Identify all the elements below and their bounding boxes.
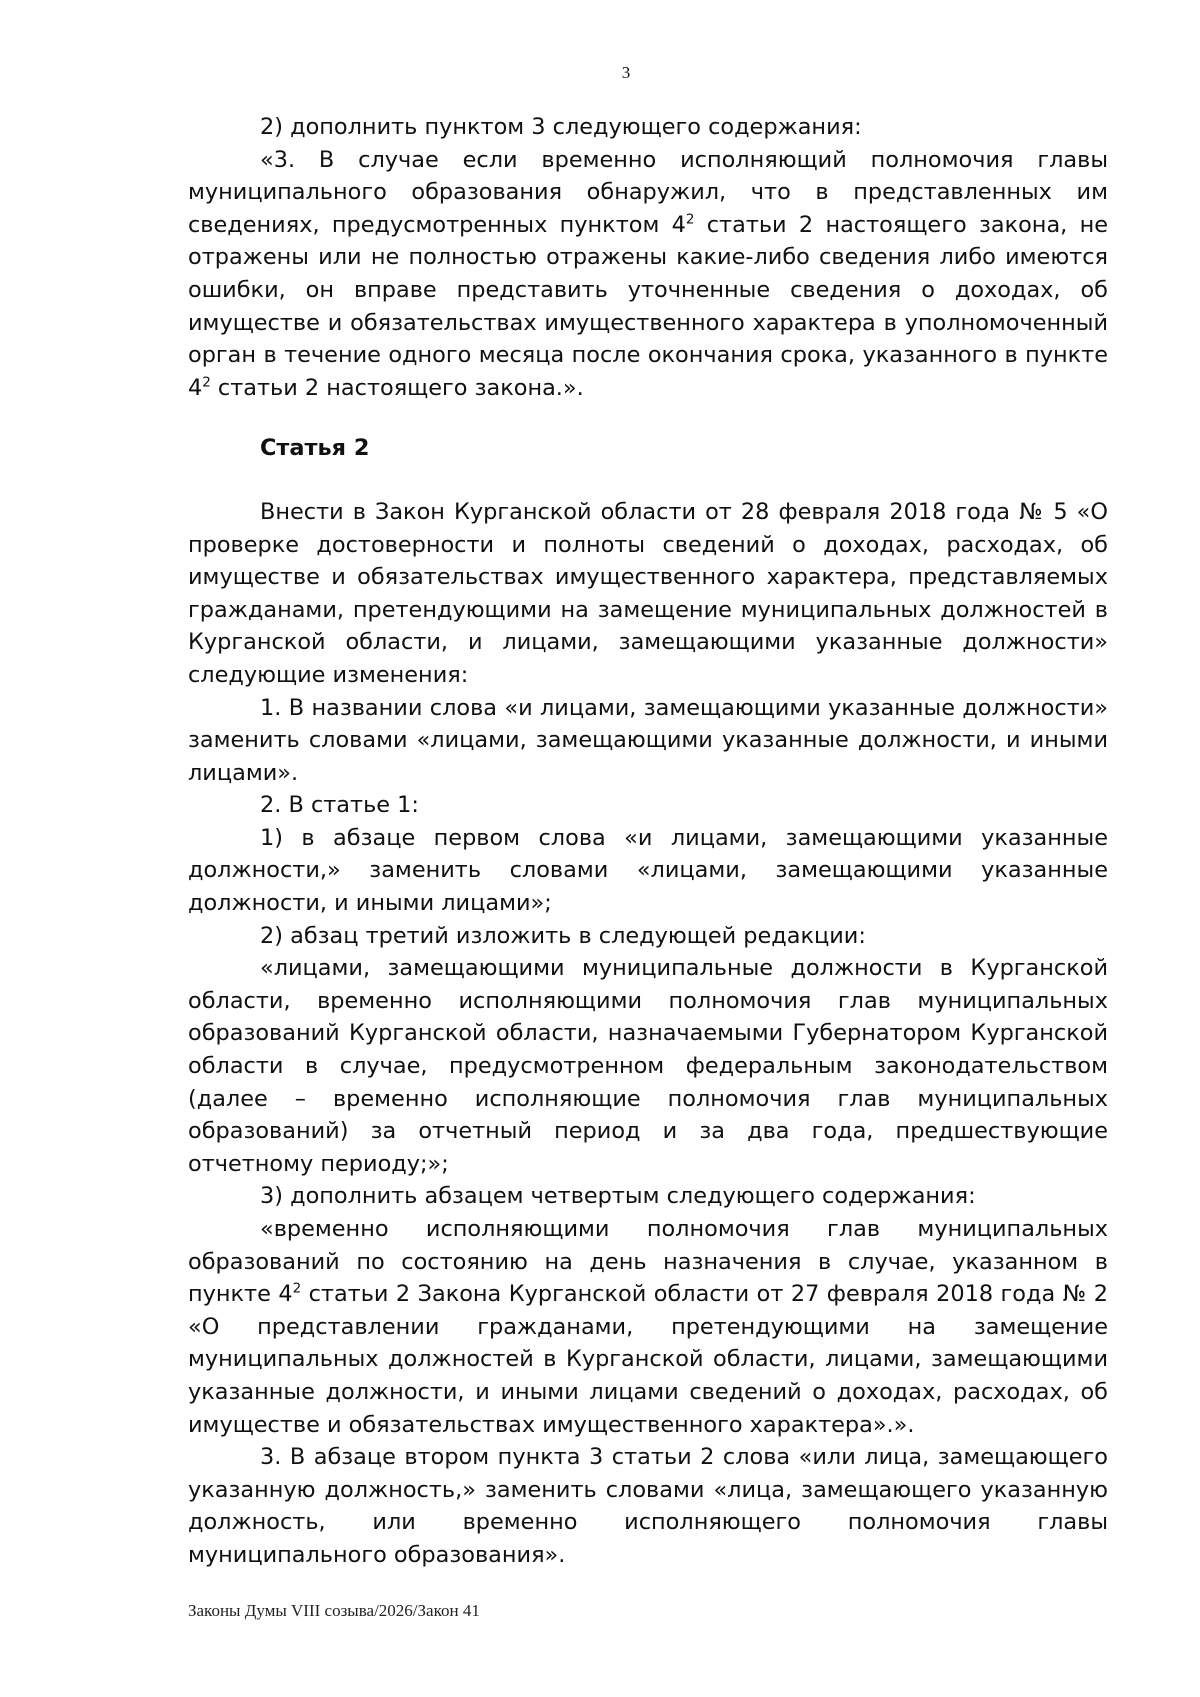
paragraph-new-abstract: «временно исполняющими полномочия глав муниципальных образований по состоянию на день назначения в случае, указанном в пункте $4^2$ статьи 2 Закона Курганской области от 27 февраля 2018 года № 2 «О представлении гражданами, претендующими на замещение муниципальных должностей в Курганской области, лицами, замещающими указанные должности, и иными лицами сведений о доходах, расходах, об имуществе и обязательствах имущественного характера».». xyxy=(188,1216,1108,1438)
paragraph-item-3: 3. В абзаце втором пункта 3 статьи 2 слова «или лица, замещающего указанную должность,» заменить словами «лица, замещающего указанную должность, или временно исполняющего полномочия главы муниципального образования». xyxy=(188,1444,1108,1568)
paragraph-subitem-1: 1) в абзаце первом слова «и лицами, замещающими указанные должности,» заменить словами «лицами, замещающими указанные должности, и иными лицами»; xyxy=(188,824,1108,917)
paragraph-introduce-law: Внести в Закон Курганской области от 28 февраля 2018 года № 5 «О проверке достоверности и полноты сведений о доходах, расходах, об имуществе и обязательствах имущественного характера, представляемых гражданами, претендующими на замещение муниципальных должностей в Курганской области, и лицами, замещающими указанные должности» следующие изменения: xyxy=(188,498,1108,688)
paragraph-subitem-2: 2) абзац третий изложить в следующей редакции: xyxy=(260,922,866,949)
paragraph-item-2: 2. В статье 1: xyxy=(260,792,419,819)
page-number: 3 xyxy=(621,63,631,82)
footer-reference: Законы Думы VIII созыва/2026/Закон 41 xyxy=(188,1601,480,1620)
article-heading: Статья 2 xyxy=(260,435,370,462)
paragraph-subitem-3: 3) дополнить абзацем четвертым следующего содержания: xyxy=(260,1183,976,1210)
document-body xyxy=(188,111,1108,1572)
paragraph-new-wording: «лицами, замещающими муниципальные должности в Курганской области, временно исполняющими полномочия глав муниципальных образований Курганской области, назначаемыми Губернатором Курганской области в случае, предусмотренном федеральным законодательством (далее – временно исполняющие полномочия глав муниципальных образований) за отчетный период и за два года, предшествующие отчетному периоду;»; xyxy=(188,955,1108,1177)
paragraph-point-3-text: «3. В случае если временно исполняющий полномочия главы муниципального образования обнаружил, что в представленных им сведениях, предусмотренных пунктом $4^2$ статьи 2 настоящего закона, не отражены или не полностью отражены какие-либо сведения либо имеются ошибки, он вправе представить уточненные сведения о доходах, об имуществе и обязательствах имущественного характера в уполномоченный орган в течение одного месяца после окончания срока, указанного в пункте $4^2$ статьи 2 настоящего закона.». xyxy=(188,146,1108,401)
paragraph-amend-point: 2) дополнить пунктом 3 следующего содержания: xyxy=(260,114,862,140)
paragraph-item-1: 1. В названии слова «и лицами, замещающими указанные должности» заменить словами «лицами, замещающими указанные должности, и иными лицами». xyxy=(188,694,1108,786)
